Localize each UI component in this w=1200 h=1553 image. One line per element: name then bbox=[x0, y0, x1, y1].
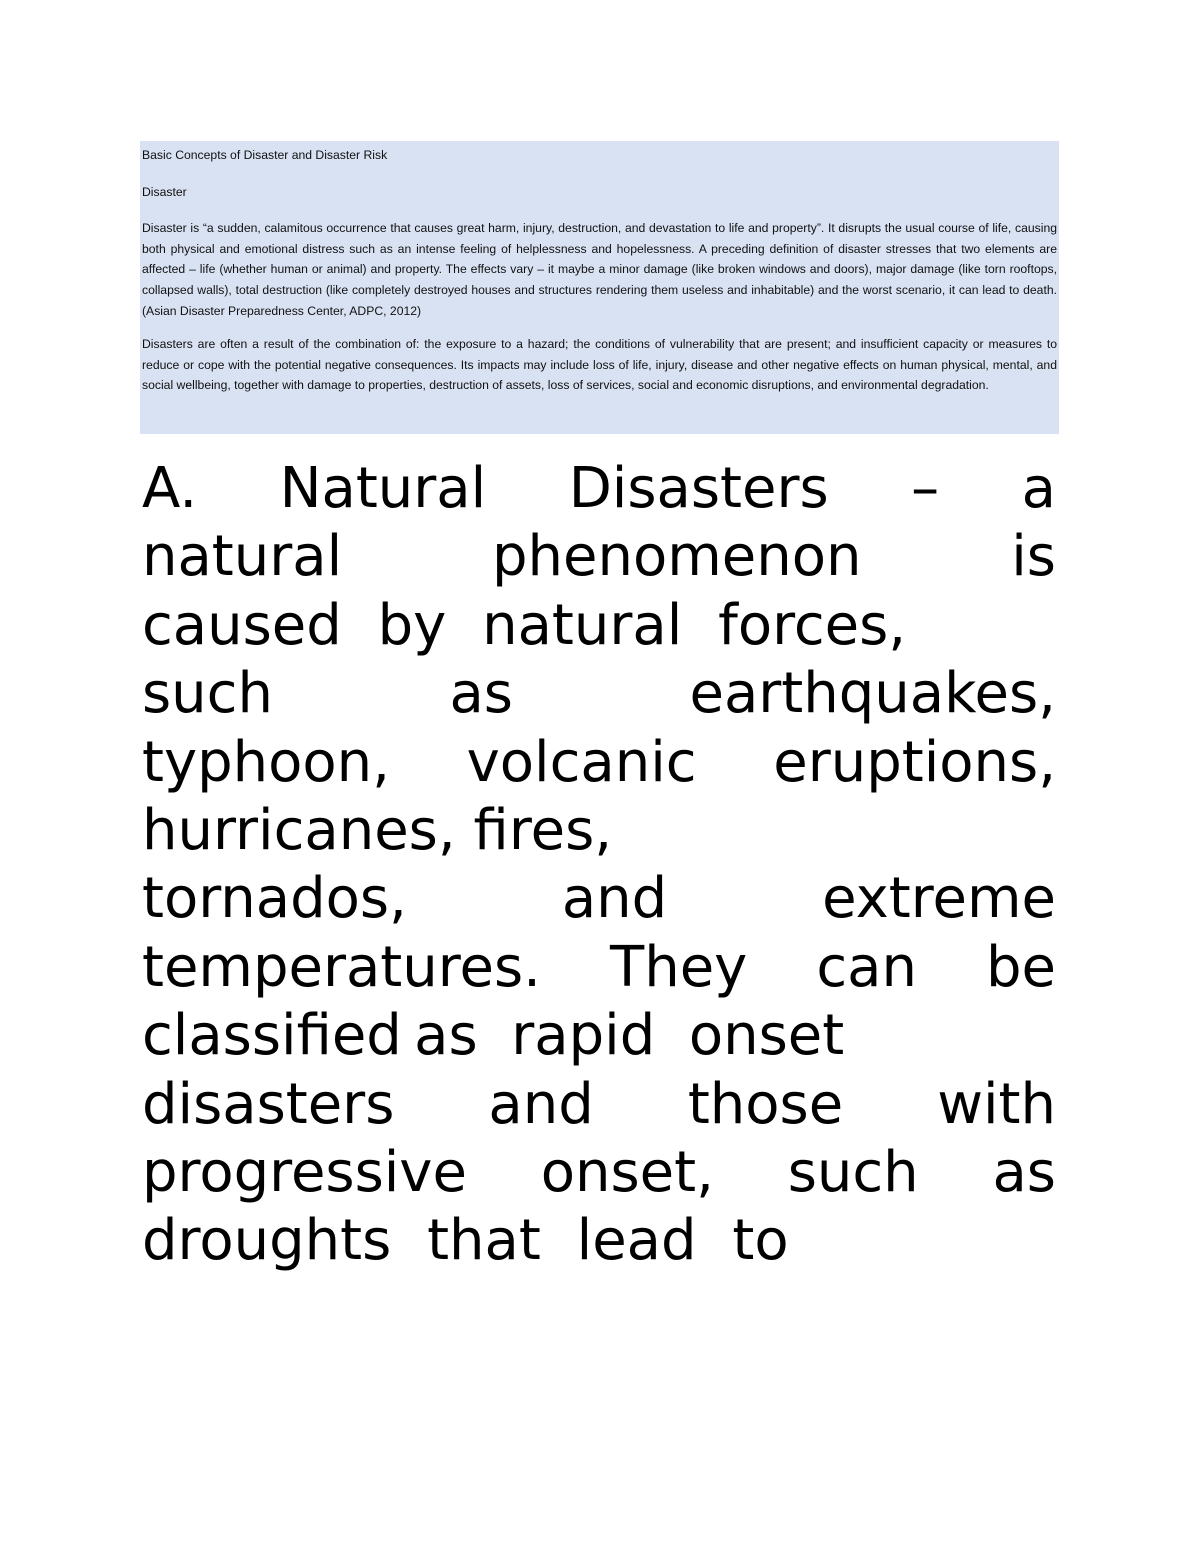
text-word: progressive bbox=[142, 1139, 467, 1205]
text-word: tornados, bbox=[142, 866, 407, 932]
text-word: typhoon, bbox=[142, 729, 390, 795]
text-word: with bbox=[937, 1071, 1056, 1137]
text-word: as bbox=[414, 1003, 478, 1069]
text-line bbox=[142, 523, 1056, 591]
text-word: forces, bbox=[718, 592, 907, 658]
text-word: droughts bbox=[142, 1208, 392, 1274]
text-line bbox=[142, 1002, 1056, 1070]
text-word: be bbox=[985, 934, 1056, 1000]
text-word: and bbox=[488, 1071, 594, 1137]
text-line bbox=[142, 865, 1056, 933]
section-heading: Disaster bbox=[142, 184, 187, 199]
document-title: Basic Concepts of Disaster and Disaster Risk bbox=[142, 148, 388, 162]
text-word: disasters bbox=[142, 1071, 395, 1137]
highlighted-section bbox=[140, 141, 1059, 434]
text-word: such bbox=[142, 661, 273, 727]
definition-paragraph: Disaster is “a sudden, calamitous occurrence that causes great harm, injury, destruction, and devastation to life and property”. It disrupts the usual course of life, causing both physical and emotional distress such as an intense feeling of helplessness and hopelessness. A preceding definition of disaster stresses that two elements are affected – life (whether human or animal) and property. The effects vary – it maybe a minor damage (like broken windows and doors), major damage (like torn rooftops, collapsed walls), total destruction (like completely destroyed houses and structures rendering them useless and inhabitable) and the worst scenario, it can lead to death. (Asian Disaster Preparedness Center, ADPC, 2012) bbox=[142, 221, 1057, 318]
text-word: natural bbox=[142, 524, 343, 590]
natural-disasters-text bbox=[142, 455, 1056, 1276]
text-word: fires, bbox=[473, 797, 613, 863]
text-word: They bbox=[610, 934, 748, 1000]
text-word: to bbox=[732, 1208, 789, 1274]
text-word: those bbox=[687, 1071, 844, 1137]
text-word: onset, bbox=[540, 1139, 714, 1205]
text-word: caused bbox=[142, 592, 342, 658]
text-line bbox=[142, 592, 1056, 660]
text-word: and bbox=[561, 866, 668, 932]
text-line bbox=[142, 729, 1056, 797]
text-word: rapid bbox=[511, 1003, 656, 1069]
text-line bbox=[142, 797, 1056, 865]
text-line bbox=[142, 1207, 1056, 1275]
text-line bbox=[142, 455, 1056, 523]
text-word: such bbox=[787, 1139, 919, 1205]
text-word: extreme bbox=[822, 866, 1056, 932]
causes-paragraph: Disasters are often a result of the combination of: the exposure to a hazard; the conditions of vulnerability that are present; and insufficient capacity or measures to reduce or cope with the potential negative consequences. Its impacts may include loss of life, injury, disease and other negative effects on human physical, mental, and social wellbeing, together with damage to properties, destruction of assets, loss of services, social and economic disruptions, and environmental degradation. bbox=[142, 337, 1057, 393]
text-word: a bbox=[1021, 456, 1056, 521]
text-word: A. bbox=[142, 456, 198, 521]
text-word: onset bbox=[688, 1003, 845, 1069]
text-word: phenomenon bbox=[491, 524, 862, 590]
text-line bbox=[142, 1139, 1056, 1207]
text-word: can bbox=[816, 934, 917, 1000]
text-word: volcanic bbox=[466, 729, 697, 795]
text-word: as bbox=[992, 1139, 1056, 1205]
text-word: classified bbox=[142, 1003, 402, 1069]
text-word: lead bbox=[576, 1208, 697, 1274]
text-word: Natural bbox=[279, 456, 487, 521]
text-word: earthquakes, bbox=[689, 661, 1056, 727]
text-word: natural bbox=[482, 592, 683, 658]
text-word: is bbox=[1011, 524, 1056, 590]
text-word: as bbox=[449, 661, 513, 727]
text-line bbox=[142, 660, 1056, 728]
text-word: temperatures. bbox=[142, 934, 541, 1000]
text-word: – bbox=[911, 456, 940, 521]
text-word: Disasters bbox=[568, 456, 829, 521]
text-line bbox=[142, 1071, 1056, 1139]
text-line bbox=[142, 934, 1056, 1002]
text-word: eruptions, bbox=[773, 729, 1056, 795]
text-word: by bbox=[377, 592, 447, 658]
text-word: that bbox=[427, 1208, 541, 1274]
text-word: hurricanes, bbox=[142, 797, 456, 863]
